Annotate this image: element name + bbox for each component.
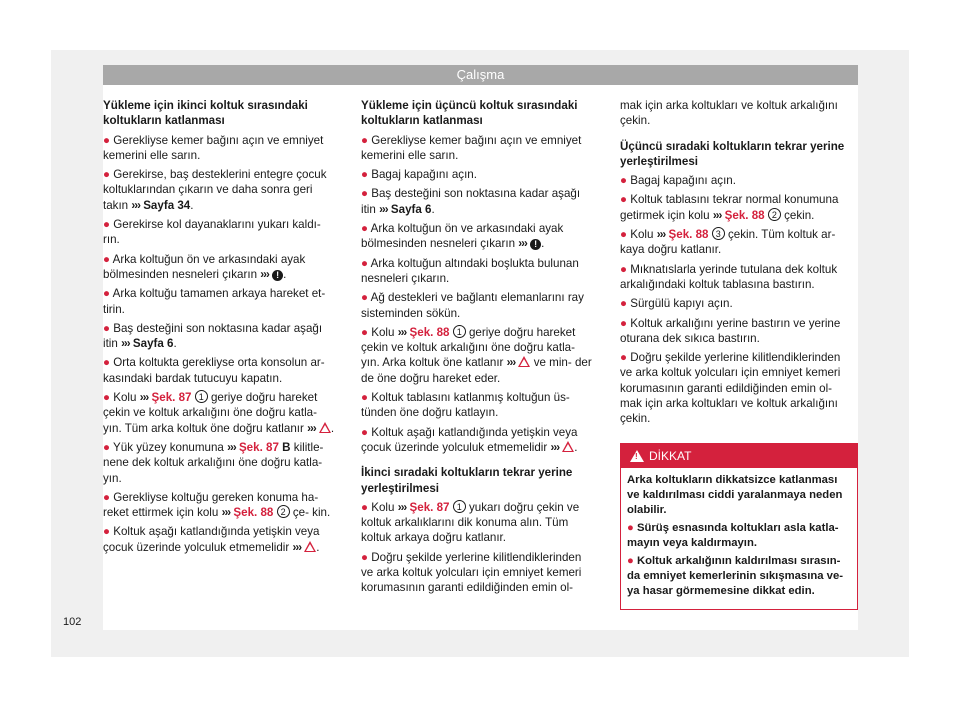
figure-link[interactable]: Şek. 88 [668,228,709,242]
warning-box-header [621,444,857,468]
figure-link[interactable]: Şek. 87 [409,500,450,514]
list-item: ● Yük yüzey konumuna ››› Şek. 87 B kilitle- nene dek koltuk arkalığını öne doğru katla- yın. [103,440,324,485]
callout-number: 1 [453,500,466,513]
list-item: ● Arka koltuğun ön ve arkasındaki ayak bölmesinden nesneleri çıkarın ››› ! . [103,252,306,281]
list-item: ● Sürüş esnasında koltukları asla katla- mayın veya kaldırmayın. [627,522,839,549]
callout-number: 2 [277,505,290,518]
col1-heading: Yükleme için ikinci koltuk sırasındaki koltukların katlanması [103,99,308,128]
list-item: ● Arka koltuğun ön ve arkasındaki ayak bölmesinden nesneleri çıkarın ››› ! . [361,222,564,251]
list-item: ● Gerekirse kol dayanaklarını yukarı kaldı- rın. [103,218,321,247]
list-item: ● Doğru şekilde yerlerine kilitlendiklerinden ve arka koltuk yolcuları için emniyet kemeri korumasının garanti edildiğinden emin ol- mak için arka koltukları ve koltuk arkalığını çekin. [620,351,841,426]
list-item: ● Ağ destekleri ve bağlantı elemanlarını ray sisteminden sökün. [361,291,584,320]
column-3 [620,98,855,431]
warning-icon [562,441,574,452]
list-item: ● Kolu ››› Şek. 88 3 çekin. Tüm koltuk ar- kaya doğru katlanır. [620,228,836,257]
continued-text: mak için arka koltukları ve koltuk arkalığını çekin. [620,99,838,128]
list-item: ● Arka koltuğun altındaki boşlukta bulunan nesneleri çıkarın. [361,256,579,285]
warning-box [620,443,858,610]
figure-link[interactable]: Şek. 87 [238,440,279,454]
figure-link[interactable]: Şek. 88 [724,208,765,222]
page-number: 102 [63,616,82,628]
list-item: ● Doğru şekilde yerlerine kilitlendiklerinden ve arka koltuk yolcuları için emniyet kemeri korumasının garanti edildiğinden emin ol- [361,550,582,595]
section-header: Çalışma [103,65,858,85]
callout-number: 1 [195,390,208,403]
column-1 [103,98,338,559]
list-item: ● Arka koltuğu tamamen arkaya hareket et- tirin. [103,287,326,316]
column-2 [361,98,596,600]
list-item: ● Orta koltukta gerekliyse orta konsolun ar- kasındaki bardak tutucuyu kapatın. [103,356,325,385]
list-item: ● Koltuk aşağı katlandığında yetişkin veya çocuk üzerinde yolculuk etmemelidir ››› . [361,425,578,454]
page-link[interactable]: Sayfa 6 [390,202,432,216]
list-item: ● Gerekliyse kemer bağını açın ve emniyet kemerini elle sarın. [361,133,582,162]
list-item: ● Gerekliyse koltuğu gereken konuma ha- reket ettirmek için kolu ››› Şek. 88 2 çe- kin. [103,490,331,520]
list-item: ● Gerekirse, baş desteklerini entegre çocuk koltuklarından çıkarın ve daha sonra geri takın ››› Sayfa 34. [103,168,327,212]
list-item: ● Kolu ››› Şek. 88 1 geriye doğru hareket çekin ve koltuk arkalığını öne doğru katla- yın. Arka koltuk öne katlanır ››› ve min- der de öne doğru hareket eder. [361,325,592,385]
notice-icon: ! [272,270,283,281]
col2-heading-2: İkinci sıradaki koltukların tekrar yerine yerleştirilmesi [361,466,573,495]
list-item: ● Koltuk arkalığını yerine bastırın ve yerine oturana dek sıkıca bastırın. [620,316,841,345]
list-item: ● Kolu ››› Şek. 87 1 geriye doğru hareket çekin ve koltuk arkalığını öne doğru katla- yın. Tüm arka koltuk öne doğru katlanır ››› . [103,391,335,435]
callout-number: 3 [712,227,725,240]
callout-number: 1 [453,325,466,338]
warning-icon [518,356,530,367]
notice-icon: ! [530,239,541,250]
list-item: ● Koltuk tablasını katlanmış koltuğun üs- tünden öne doğru katlayın. [361,391,570,420]
list-item: ● Sürgülü kapıyı açın. [620,297,733,311]
list-item: ● Mıknatıslarla yerinde tutulana dek koltuk arkalığındaki koltuk tablasına bastırın. [620,262,838,291]
figure-link[interactable]: Şek. 88 [409,325,450,339]
list-item: ● Bagaj kapağını açın. [620,174,736,188]
list-item: ● Baş desteğini son noktasına kadar aşağı itin ››› Sayfa 6. [103,321,323,351]
page-link[interactable]: Sayfa 6 [132,337,174,351]
list-item: ● Baş desteğini son noktasına kadar aşağı itin ››› Sayfa 6. [361,187,581,216]
page-link[interactable]: Sayfa 34 [143,198,191,212]
col3-heading: Üçüncü sıradaki koltukların tekrar yerine yerleştirilmesi [620,139,845,168]
list-item: ● Bagaj kapağını açın. [361,168,477,182]
list-item: ● Koltuk arkalığının kaldırılması sırasın- da emniyet kemerlerinin sıkışmasına ve- ya hasar görmemesine dikkat edin. [627,555,844,597]
list-item: ● Koltuk aşağı katlandığında yetişkin veya çocuk üzerinde yolculuk etmemelidir ››› . [103,525,320,554]
warning-lead: Arka koltukların dikkatsizce katlanması ve kaldırılması ciddi yaralanmaya neden olabilir. [627,474,843,516]
list-item: ● Gerekliyse kemer bağını açın ve emniyet kemerini elle sarın. [103,133,324,162]
col2-heading: Yükleme için üçüncü koltuk sırasındaki koltukların katlanması [361,99,578,128]
list-item: ● Kolu ››› Şek. 87 1 yukarı doğru çekin ve koltuk arkalıklarını dik konuma alın. Tüm koltuk arkaya doğru katlanır. [361,500,580,545]
warning-icon [319,422,331,433]
figure-link[interactable]: Şek. 88 [233,506,274,520]
callout-number: 2 [768,208,781,221]
warning-icon [630,450,644,462]
figure-link[interactable]: Şek. 87 [151,391,192,405]
warning-body [621,468,857,599]
warning-icon [304,541,316,552]
warning-title: DİKKAT [649,449,692,463]
list-item: ● Koltuk tablasını tekrar normal konumuna getirmek için kolu ››› Şek. 88 2 çekin. [620,193,839,222]
